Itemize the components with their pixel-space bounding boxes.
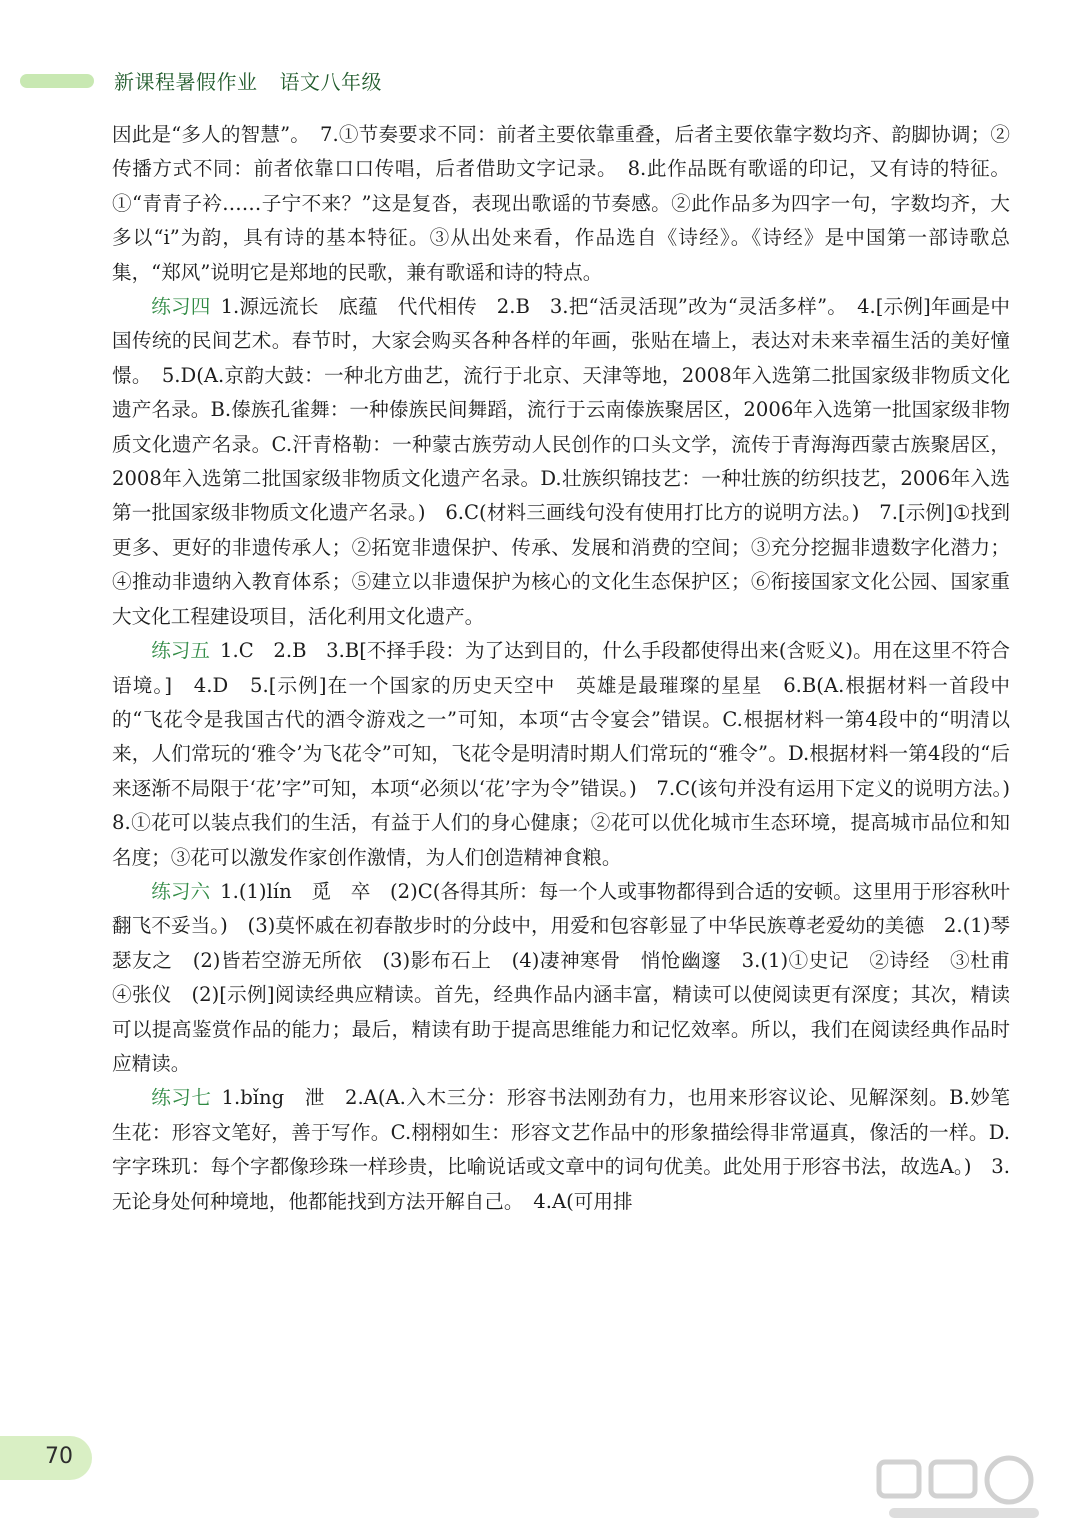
watermark-logo-icon bbox=[859, 1446, 1059, 1526]
section-exercise-7 bbox=[112, 1081, 1010, 1219]
paragraph-text: 1.(1)lín 觅 卒 (2)C(各得其所：每一个人或事物都得到合适的安顿。这里用于形容秋叶翻飞不妥当。) (3)莫怀戚在初春散步时的分歧中，用爱和包容彰显了中华民族尊老爱幼的美德 2.(1)琴瑟友之 (2)皆若空游无所依 (3)影布石上 (4)凄神寒骨 悄怆幽邃 3.(1)①史记 ②诗经 ③杜甫 ④张仪 (2)[示例]阅读经典应精读。首先，经典作品内涵丰富，精读可以使阅读更有深度；其次，精读可以提高鉴赏作品的能力；最后，精读有助于提高思维能力和记忆效率。所以，我们在阅读经典作品时应精读。 bbox=[112, 879, 1030, 1075]
section-label: 练习四 bbox=[151, 295, 211, 319]
book-title: 新课程暑假作业 bbox=[114, 70, 258, 94]
paragraph-continuation bbox=[112, 118, 1010, 290]
paragraph-text: 1.源远流长 底蕴 代代相传 2.B 3.把“活灵活现”改为“灵活多样”。 4.[示例]年画是中国传统的民间艺术。春节时，大家会购买各种各样的年画，张贴在墙上，表达对未来幸福生活的美好憧憬。 5.D(A.京韵大鼓：一种北方曲艺，流行于北京、天津等地，2008年入选第二批国家级非物质文化遗产名录。B.傣族孔雀舞：一种傣族民间舞蹈，流行于云南傣族聚居区，2006年入选第一批国家级非物质文化遗产名录。C.汗青格勒：一种蒙古族劳动人民创作的口头文学，流传于青海海西蒙古族聚居区，2008年入选第二批国家级非物质文化遗产名录。D.壮族织锦技艺：一种壮族的纺织技艺，2006年入选第一批国家级非物质文化遗产名录。) 6.C(材料三画线句没有使用打比方的说明方法。) 7.[示例]①找到更多、更好的非遗传承人；②拓宽非遗保护、传承、发展和消费的空间；③充分挖掘非遗数字化潜力；④推动非遗纳入教育体系；⑤建立以非遗保护为核心的文化生态保护区；⑥衔接国家文化公园、国家重大文化工程建设项目，活化利用文化遗产。 bbox=[112, 295, 1010, 628]
section-label: 练习六 bbox=[151, 879, 211, 903]
section-label: 练习七 bbox=[151, 1086, 212, 1110]
paragraph-text: 1.C 2.B 3.B[不择手段：为了达到目的，什么手段都使得出来(含贬义)。用在这里不符合语境。] 4.D 5.[示例]在一个国家的历史天空中 英雄是最璀璨的星星 6.B(A.根据材料一首段中的“飞花令是我国古代的酒令游戏之一”可知，本项“古令宴会”错误。C.根据材料一第4段中的“明清以来，人们常玩的‘雅令’为飞花令”可知，飞花令是明清时期人们常玩的“雅令”。D.根据材料一第4段的“后来逐渐不局限于‘花’字”可知，本项“必须以‘花’字为令”错误。) 7.C(该句并没有运用下定义的说明方法。) 8.①花可以装点我们的生活，有益于人们的身心健康；②花可以优化城市生态环境，提高城市品位和知名度；③花可以激发作家创作激情，为人们创造精神食粮。 bbox=[112, 639, 1030, 869]
section-label: 练习五 bbox=[151, 639, 211, 663]
paragraph-text: 1.bǐng 泄 2.A(A.入木三分：形容书法刚劲有力，也用来形容议论、见解深刻。B.妙笔生花：形容文笔好，善于写作。C.栩栩如生：形容文艺作品中的形象描绘得非常逼真，像活的一样。D.字字珠玑：每个字都像珍珠一样珍贵，比喻说话或文章中的词句优美。此处用于形容书法，故选A。) 3.无论身处何种境地，他都能找到方法开解自己。 4.A(可用排 bbox=[112, 1086, 1010, 1213]
header-decoration-bar bbox=[20, 74, 94, 88]
paragraph-text: 因此是“多人的智慧”。 7.①节奏要求不同：前者主要依靠重叠，后者主要依靠字数均齐、韵脚协调；②传播方式不同：前者依靠口口传唱，后者借助文字记录。 8.此作品既有歌谣的印记，又有诗的特征。①“青青子衿……子宁不来？”这是复沓，表现出歌谣的节奏感。②此作品多为四字一句，字数均齐，大多以“i”为韵，具有诗的基本特征。③从出处来看，作品选自《诗经》。《诗经》是中国第一部诗歌总集，“郑风”说明它是郑地的民歌，兼有歌谣和诗的特点。 bbox=[112, 123, 1010, 284]
running-header bbox=[114, 66, 382, 95]
section-exercise-4 bbox=[112, 290, 1010, 634]
answer-text bbox=[112, 118, 1030, 1219]
section-exercise-6 bbox=[112, 875, 1030, 1081]
section-exercise-5 bbox=[112, 634, 1030, 875]
page-number: 70 bbox=[45, 1444, 73, 1469]
subject-label: 语文八年级 bbox=[279, 70, 382, 94]
